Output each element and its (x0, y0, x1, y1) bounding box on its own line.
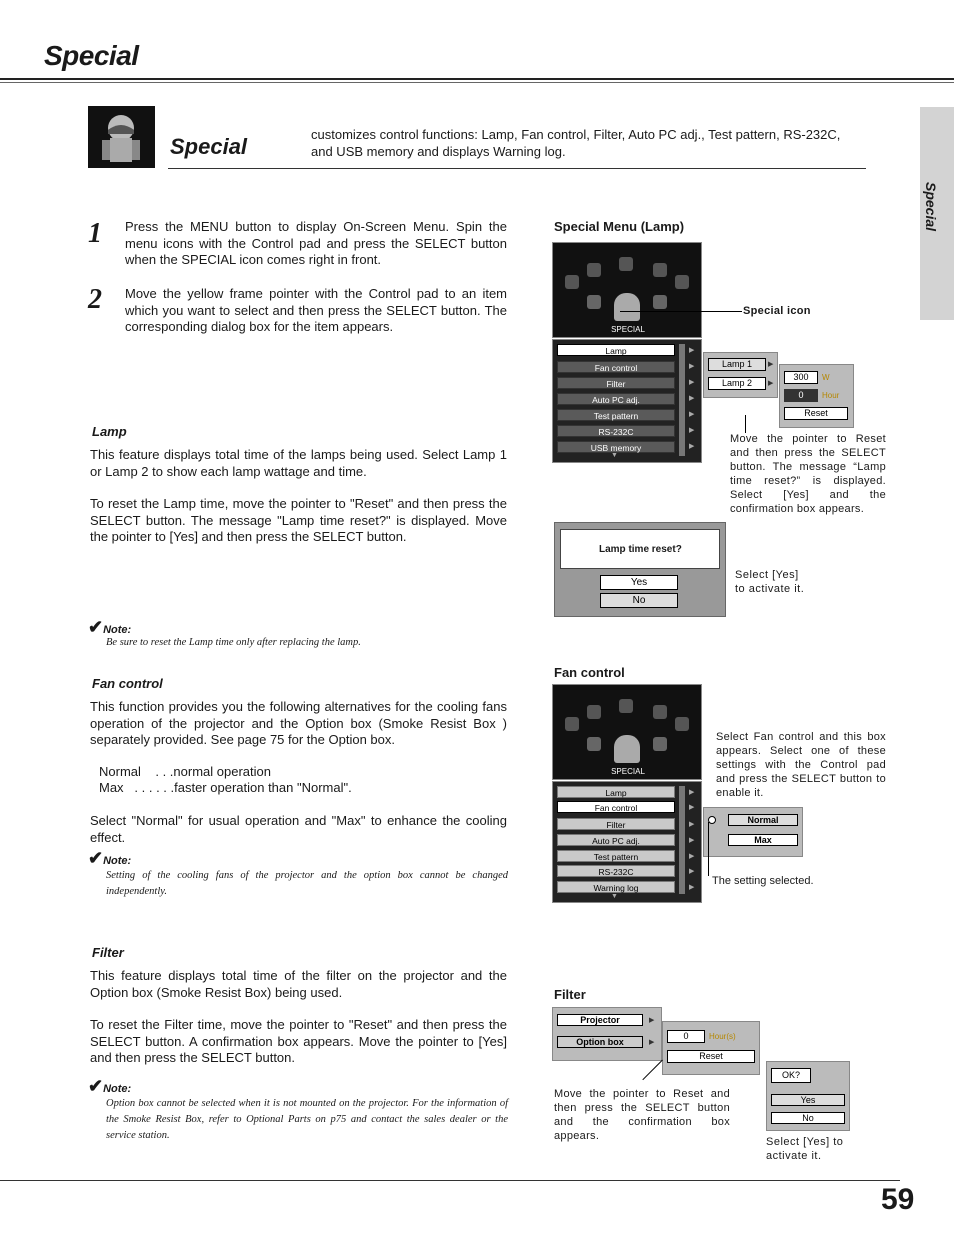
fan-option-normal-button[interactable]: Normal (728, 814, 798, 826)
arrow-right-icon: ▶ (649, 1017, 655, 1024)
dialog-yes-button[interactable]: Yes (600, 575, 678, 590)
side-tab (920, 107, 954, 320)
lamp-paragraph-2: To reset the Lamp time, move the pointer to "Reset" and then press the SELECT button. The message "Lamp time reset?" is displayed. Move the pointer to [Yes] and then press the SELECT button. (90, 496, 507, 544)
check-icon: ✔ (88, 617, 104, 637)
step-number-1: 1 (88, 218, 102, 249)
special-icon (88, 106, 155, 168)
arrow-right-icon: ▶ (689, 395, 695, 402)
lamp-note: Be sure to reset the Lamp time only after replacing the lamp. (106, 637, 361, 648)
menu-item-fan-control[interactable]: Fan control (557, 801, 675, 813)
arrow-right-icon: ▶ (689, 443, 695, 450)
filter-reset-callout: Move the pointer to Reset and then press the SELECT button and the confirmation box appears. (554, 1088, 730, 1142)
arrow-right-icon: ▶ (689, 804, 695, 811)
fan-option-max-button[interactable]: Max (728, 834, 798, 846)
selected-dot-icon (708, 816, 716, 824)
filter-hour-value: 0 (667, 1030, 705, 1043)
arrow-right-icon: ▶ (689, 821, 695, 828)
fan-paragraph-2: Select "Normal" for usual operation and "Max" to enhance the cooling effect. (90, 813, 507, 845)
menu-scrollbar[interactable] (679, 344, 685, 456)
menu-scrollbar[interactable] (679, 786, 685, 894)
menu-wheel-icon (653, 263, 667, 277)
step-text-2: Move the yellow frame pointer with the Control pad to an item which you want to select and then press the SELECT button. The corresponding dialog box for the item appears. (125, 286, 507, 334)
menu-icon-wheel (552, 242, 702, 338)
filter-paragraph-1: This feature displays total time of the filter on the projector and the Option box (Smoke Resist Box) being used. (90, 968, 507, 1000)
arrow-right-icon: ▶ (689, 427, 695, 434)
menu-wheel-icon (675, 275, 689, 289)
filter-note-heading (88, 1076, 131, 1097)
filter-note: Option box cannot be selected when it is not mounted on the projector. For the information of the Smoke Resist Box, refer to Optional Parts on p75 and contact the sales dealer or the service station. (106, 1098, 508, 1141)
arrow-right-icon: ▶ (649, 1039, 655, 1046)
menu-item-test-pattern[interactable]: Test pattern (557, 850, 675, 862)
special-label: SPECIAL (611, 767, 645, 776)
filter-info-box (662, 1021, 760, 1075)
menu-wheel-icon (587, 737, 601, 751)
dialog-no-button[interactable]: No (600, 593, 678, 608)
menu-item-warning-log[interactable]: Warning log (557, 881, 675, 893)
filter-no-button[interactable]: No (771, 1112, 845, 1124)
fan-note-heading (88, 848, 131, 869)
lamp-hour-value: 0 (784, 389, 818, 402)
arrow-right-icon: ▶ (689, 868, 695, 875)
menu-wheel-icon (653, 737, 667, 751)
footer-rule (0, 1180, 900, 1181)
arrow-right-icon: ▶ (689, 379, 695, 386)
fan-callout: Select Fan control and this box appears. Select one of these settings with the Control pad and press the SELECT button to enable it. (716, 731, 886, 799)
menu-wheel-icon (653, 705, 667, 719)
filter-projector-button[interactable]: Projector (557, 1014, 643, 1026)
filter-ok-label: OK? (771, 1068, 811, 1083)
callout-line (708, 822, 709, 876)
menu-wheel-icon (587, 295, 601, 309)
arrow-right-icon: ▶ (689, 837, 695, 844)
filter-submenu (552, 1007, 662, 1061)
section-description: customizes control functions: Lamp, Fan control, Filter, Auto PC adj., Test pattern, RS-232C, and USB memory and displays Warning log. (311, 127, 841, 159)
lamp-reset-callout: Move the pointer to Reset and then press the SELECT button. The message “Lamp time reset?” is displayed. Select [Yes] and the confirmation box appears. (730, 433, 886, 515)
menu-item-auto-pc-adj[interactable]: Auto PC adj. (557, 834, 675, 846)
lamp-hour-unit: Hour (822, 391, 840, 400)
fan-paragraph-1: This function provides you the following alternatives for the cooling fans operation of the projector and the Option box (Smoke Resist Box ) separately provided. See page 75 for the Option box. (90, 699, 507, 747)
arrow-right-icon: ▶ (689, 363, 695, 370)
check-icon: ✔ (88, 1076, 104, 1096)
menu-icon-wheel (552, 684, 702, 780)
step-text-1: Press the MENU button to display On-Screen Menu. Spin the menu icons with the Control pad and press the SELECT button when the SPECIAL icon comes right in front. (125, 219, 507, 267)
fan-option-max: Max . . . . . .faster operation than "Normal". (99, 780, 352, 795)
special-menu-icon (614, 293, 640, 321)
arrow-right-icon: ▶ (768, 361, 774, 368)
callout-line (745, 415, 746, 433)
menu-item-lamp[interactable]: Lamp (557, 344, 675, 356)
special-icon-label: Special icon (743, 305, 811, 317)
menu-item-usb-memory[interactable]: USB memory (557, 441, 675, 453)
filter-option-box-button[interactable]: Option box (557, 1036, 643, 1048)
fan-option-normal: Normal . . .normal operation (99, 764, 271, 779)
menu-item-rs232c[interactable]: RS-232C (557, 865, 675, 877)
filter-note-label: Note: (103, 1083, 132, 1095)
filter-yes-button[interactable]: Yes (771, 1094, 845, 1106)
fan-note: Setting of the cooling fans of the projector and the option box cannot be changed independently. (106, 870, 508, 897)
filter-heading: Filter (92, 945, 124, 960)
lamp-paragraph-1: This feature displays total time of the lamps being used. Select Lamp 1 or Lamp 2 to show each lamp wattage and time. (90, 447, 507, 479)
callout-line (620, 311, 742, 312)
fan-option-box (703, 807, 803, 857)
menu-wheel-icon (587, 263, 601, 277)
header-rule-thin (0, 82, 954, 83)
lamp1-button[interactable]: Lamp 1 (708, 358, 766, 371)
check-icon: ✔ (88, 848, 104, 868)
filter-paragraph-2: To reset the Filter time, move the pointer to "Reset" and then press the SELECT button. A confirmation box appears. Move the pointer to [Yes] and then press the SELECT button. (90, 1017, 507, 1065)
side-tab-label: Special (923, 182, 939, 232)
menu-wheel-icon (565, 717, 579, 731)
menu-wheel-icon (619, 699, 633, 713)
lamp-reset-dialog (554, 522, 726, 617)
arrow-right-icon: ▶ (689, 347, 695, 354)
lamp-info-box (779, 364, 854, 428)
scroll-down-icon[interactable]: ▼ (611, 893, 618, 900)
special-menu-icon (614, 735, 640, 763)
special-label: SPECIAL (611, 325, 645, 334)
lamp-watt-value: 300 (784, 371, 818, 384)
menu-wheel-icon (675, 717, 689, 731)
lamp-reset-button[interactable]: Reset (784, 407, 848, 420)
page-number: 59 (881, 1183, 915, 1216)
page-header-title: Special (44, 40, 139, 71)
lamp-yes-callout: Select [Yes] to activate it. (735, 569, 805, 595)
arrow-right-icon: ▶ (689, 884, 695, 891)
dialog-question: Lamp time reset? (560, 529, 720, 569)
menu-item-filter[interactable]: Filter (557, 377, 675, 389)
arrow-right-icon: ▶ (689, 789, 695, 796)
filter-hour-unit: Hour(s) (709, 1032, 736, 1041)
lamp-heading: Lamp (92, 424, 127, 439)
filter-confirm-dialog (766, 1061, 850, 1131)
step-number-2: 2 (88, 284, 102, 315)
fig-filter-caption: Filter (554, 987, 586, 1002)
fan-heading: Fan control (92, 676, 163, 691)
fig-lamp-caption: Special Menu (Lamp) (554, 219, 685, 234)
fan-note-label: Note: (103, 855, 132, 867)
menu-item-lamp[interactable]: Lamp (557, 786, 675, 798)
arrow-right-icon: ▶ (768, 380, 774, 387)
section-rule (168, 168, 866, 169)
arrow-right-icon: ▶ (689, 411, 695, 418)
menu-wheel-icon (587, 705, 601, 719)
menu-wheel-icon (619, 257, 633, 271)
special-menu-fan (552, 781, 702, 903)
filter-reset-button[interactable]: Reset (667, 1050, 755, 1063)
menu-wheel-icon (653, 295, 667, 309)
callout-line (642, 1060, 663, 1081)
menu-item-fan-control[interactable]: Fan control (557, 361, 675, 373)
section-title: Special (170, 134, 248, 159)
lamp2-button[interactable]: Lamp 2 (708, 377, 766, 390)
menu-item-filter[interactable]: Filter (557, 818, 675, 830)
menu-item-auto-pc-adj[interactable]: Auto PC adj. (557, 393, 675, 405)
filter-yes-callout: Select [Yes] to activate it. (766, 1136, 844, 1162)
menu-wheel-icon (565, 275, 579, 289)
menu-item-rs232c[interactable]: RS-232C (557, 425, 675, 437)
lamp-note-label: Note: (103, 624, 132, 636)
fan-selected-label: The setting selected. (712, 875, 814, 887)
special-menu (552, 339, 702, 463)
arrow-right-icon: ▶ (689, 853, 695, 860)
lamp-submenu (703, 352, 778, 398)
header-rule (0, 78, 954, 80)
lamp-watt-unit: W (822, 373, 830, 382)
fig-fan-caption: Fan control (554, 665, 625, 680)
menu-item-test-pattern[interactable]: Test pattern (557, 409, 675, 421)
scroll-down-icon[interactable]: ▼ (611, 452, 618, 459)
